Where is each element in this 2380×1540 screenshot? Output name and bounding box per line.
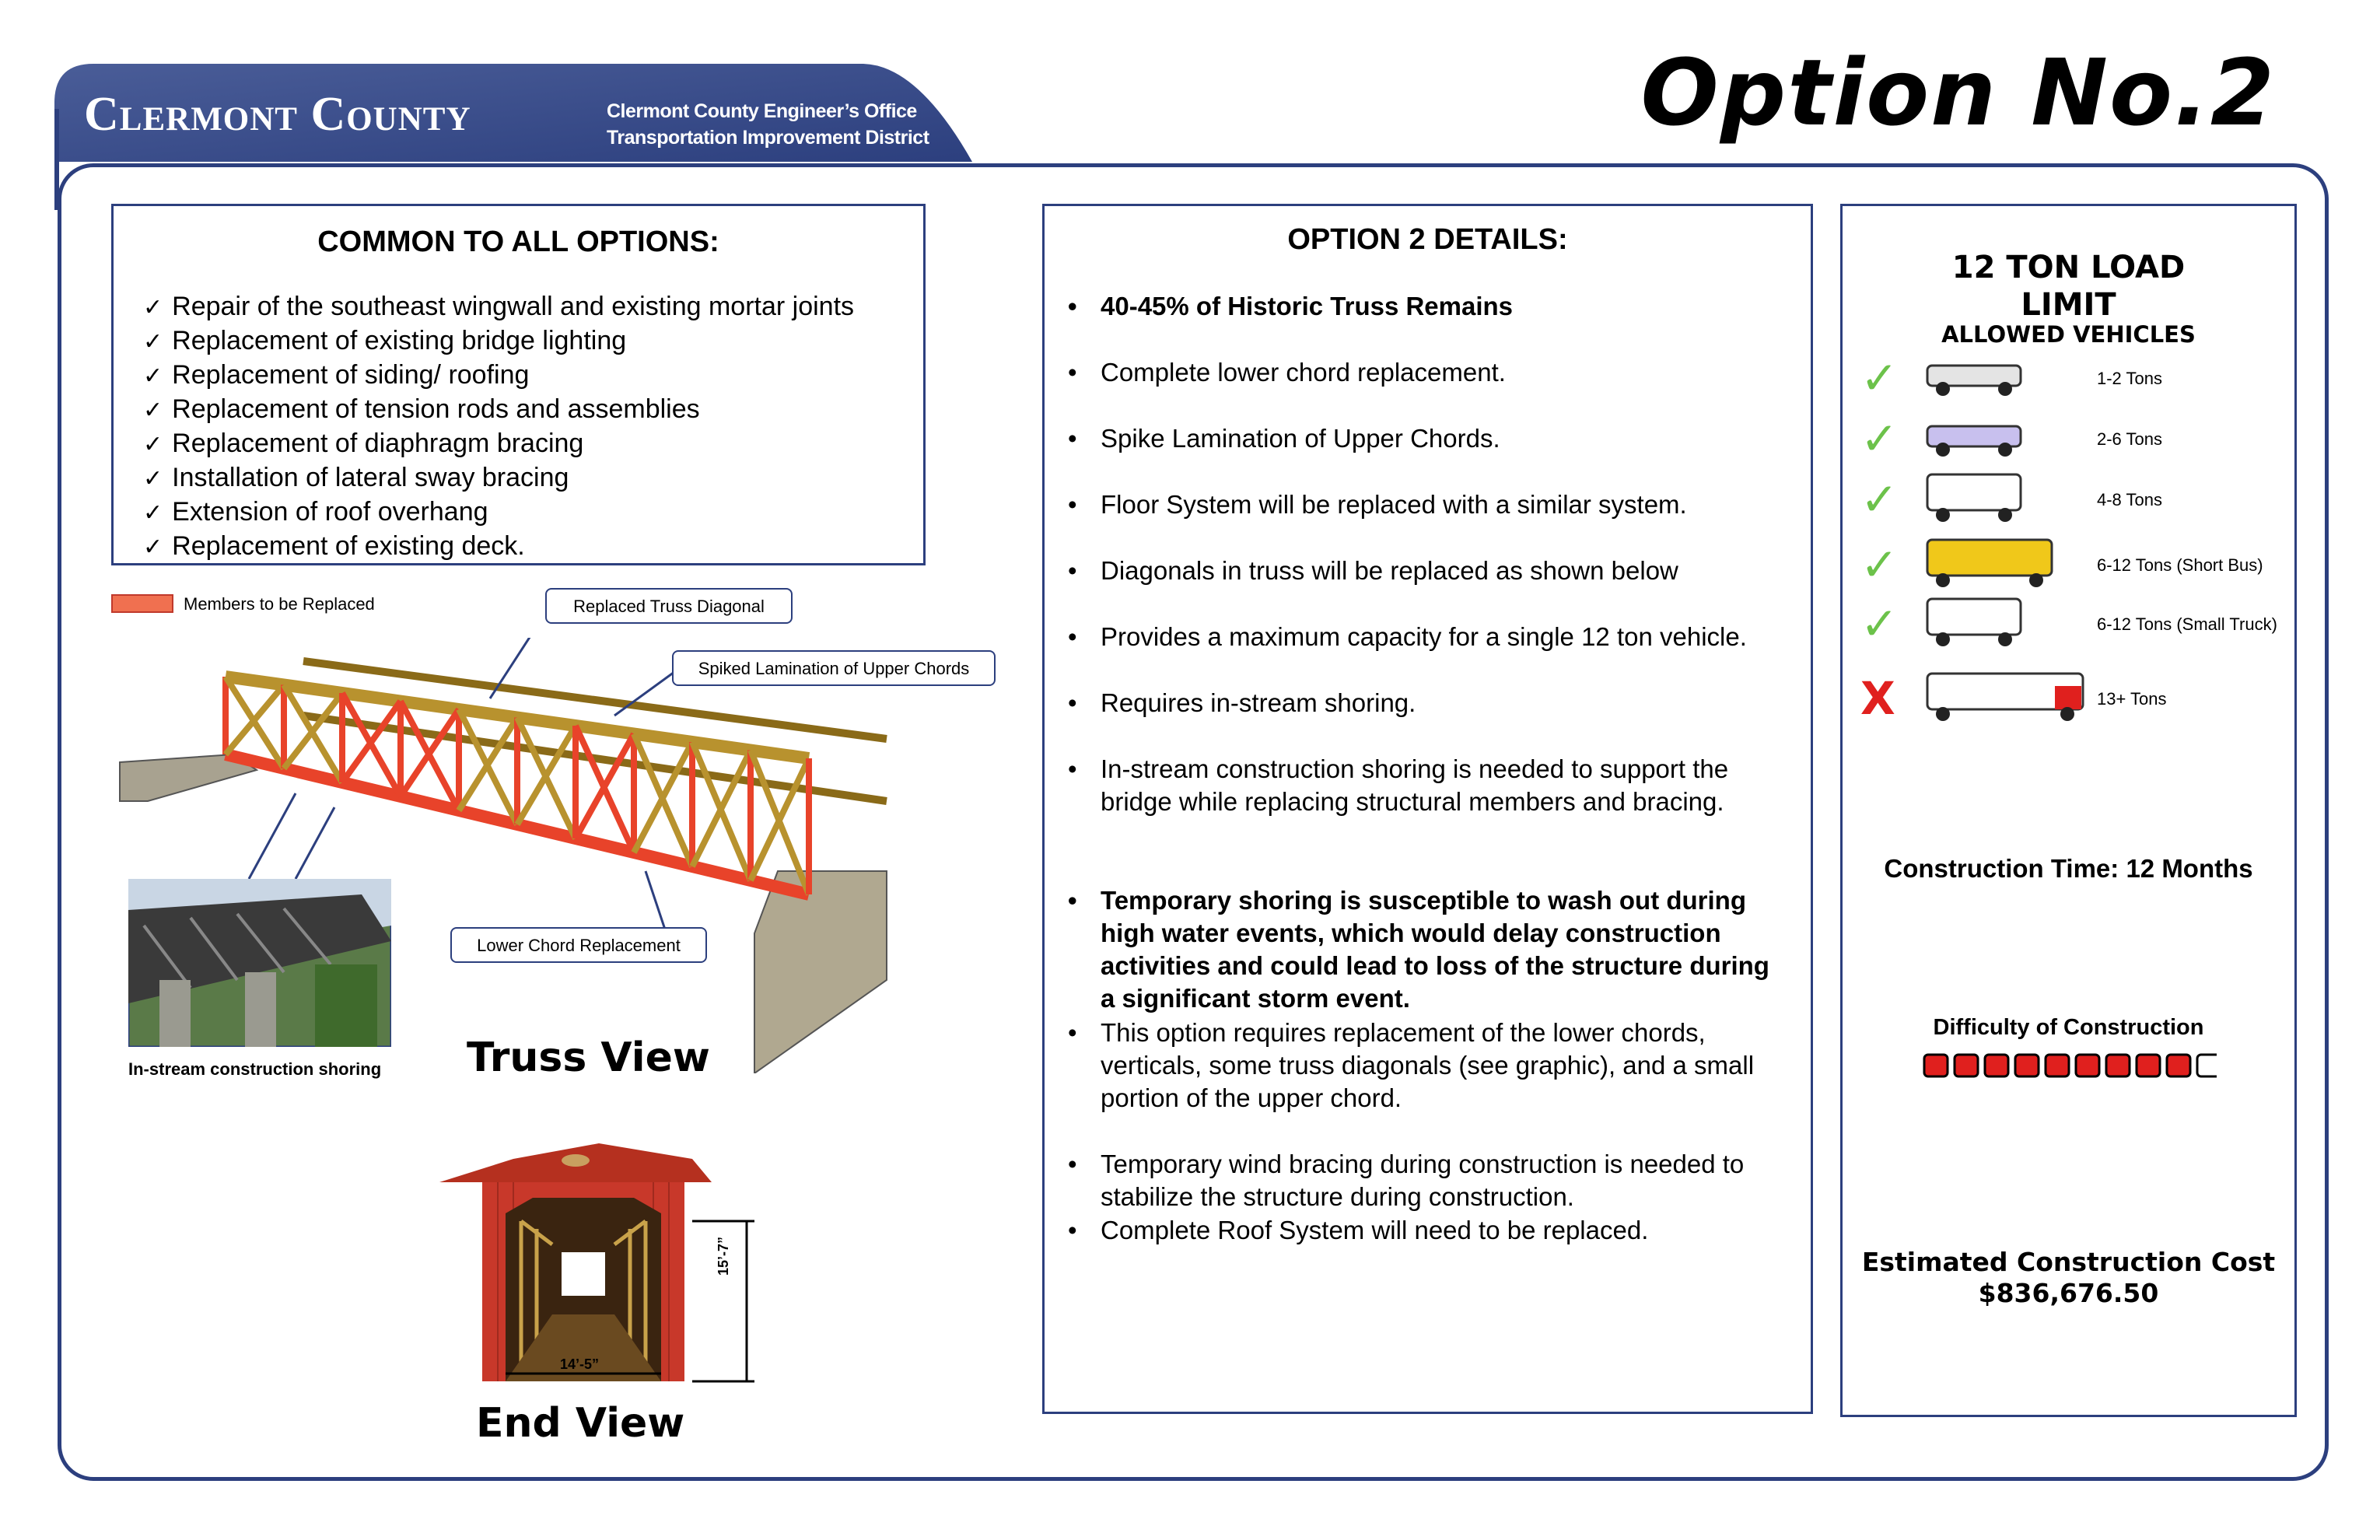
details-item-text: • Diagonals in truss will be replaced as shown below <box>1101 556 1678 585</box>
photo-caption: In-stream construction shoring <box>128 1059 382 1079</box>
details-item-text: • Complete Roof System will need to be replaced. <box>1101 1216 1649 1244</box>
office-line-2: Transportation Improvement District <box>607 127 929 149</box>
vehicle-weight-label: 6-12 Tons (Short Bus) <box>2097 555 2263 575</box>
check-icon: ✓ <box>1860 412 1899 465</box>
common-options-box <box>111 204 926 565</box>
details-item-text: • This option requires replacement of the lower chords, verticals, some truss diagonals (see graphic), and a small portion of the upper chord. <box>1101 1018 1755 1112</box>
difficulty-meter <box>1921 1052 2217 1080</box>
details-item <box>1069 555 1785 587</box>
cost-label: Estimated Construction Cost <box>1861 1247 2276 1277</box>
end-view-label: End View <box>476 1400 685 1447</box>
details-item-text: • 40-45% of Historic Truss Remains <box>1101 292 1514 320</box>
details-item-text: • Complete lower chord replacement. <box>1101 358 1506 387</box>
brand-name: Clermont County <box>84 88 471 141</box>
construction-time: Construction Time: 12 Months <box>1884 854 2253 883</box>
shoring-photo <box>128 879 391 1047</box>
dim-width: 14’-5” <box>560 1356 600 1372</box>
cost-value: $836,676.50 <box>1978 1278 2159 1308</box>
box-truck-icon <box>1924 596 2088 650</box>
load-limit-title: 12 TON LOAD LIMIT <box>1951 250 2186 323</box>
truss-view-label: Truss View <box>467 1034 710 1081</box>
common-item: ✓ Replacement of tension rods and assemblies <box>143 393 854 427</box>
check-icon: ✓ <box>1860 538 1899 591</box>
common-item: ✓ Repair of the southeast wingwall and existing mortar joints <box>143 290 854 324</box>
details-item <box>1069 1017 1785 1115</box>
details-item <box>1069 687 1785 719</box>
common-item: ✓ Replacement of diaphragm bracing <box>143 427 854 461</box>
station-wagon-icon <box>1924 350 2088 404</box>
difficulty-box-filled <box>2137 1055 2160 1076</box>
difficulty-box-filled <box>1985 1055 2008 1076</box>
details-item-text: • Temporary wind bracing during construction is needed to stabilize the structure during construction. <box>1101 1150 1745 1211</box>
option-details-box <box>1042 204 1813 1414</box>
cross-icon: X <box>1860 672 1895 725</box>
details-item <box>1069 1214 1785 1247</box>
details-item-text: • Floor System will be replaced with a similar system. <box>1101 490 1687 519</box>
difficulty-box-empty <box>2197 1055 2217 1076</box>
check-icon: ✓ <box>1860 597 1899 650</box>
semi-truck-icon <box>1924 670 2088 725</box>
details-item <box>1069 884 1785 1015</box>
check-icon: ✓ <box>1860 473 1899 526</box>
vehicle-weight-label: 4-8 Tons <box>2097 490 2162 509</box>
details-title: OPTION 2 DETAILS: <box>1287 223 1568 256</box>
allowed-vehicles-subtitle: ALLOWED VEHICLES <box>1941 321 2196 348</box>
details-item-text: • Spike Lamination of Upper Chords. <box>1101 424 1500 453</box>
callout-upper-chords: Spiked Lamination of Upper Chords <box>672 650 996 686</box>
vehicle-weight-label: 1-2 Tons <box>2097 369 2162 388</box>
common-item: ✓ Replacement of existing bridge lighting <box>143 324 854 359</box>
difficulty-box-filled <box>2076 1055 2099 1076</box>
difficulty-box-filled <box>1955 1055 1978 1076</box>
difficulty-box-filled <box>2046 1055 2069 1076</box>
common-item: ✓ Installation of lateral sway bracing <box>143 461 854 495</box>
pickup-truck-icon <box>1924 411 2088 465</box>
replaced-members-swatch <box>111 594 173 613</box>
details-item <box>1069 1148 1785 1213</box>
details-item-text: • Temporary shoring is susceptible to wash out during high water events, which would delay construction activities and could lead to loss of the structure during a significant storm event. <box>1101 886 1769 1013</box>
common-title: COMMON TO ALL OPTIONS: <box>317 226 719 258</box>
vehicle-weight-label: 6-12 Tons (Small Truck) <box>2097 614 2277 634</box>
difficulty-box-filled <box>2167 1055 2190 1076</box>
common-item: ✓ Extension of roof overhang <box>143 495 854 530</box>
details-item <box>1069 488 1785 521</box>
details-item <box>1069 356 1785 389</box>
check-icon: ✓ <box>1860 352 1899 404</box>
details-item-text: • Requires in-stream shoring. <box>1101 688 1416 717</box>
dim-height: 15’-7” <box>716 1236 731 1276</box>
ambulance-icon <box>1924 471 2088 526</box>
school-bus-icon <box>1924 537 2088 591</box>
details-item <box>1069 422 1785 455</box>
common-item: ✓ Replacement of existing deck. <box>143 530 854 564</box>
details-item-text: • In-stream construction shoring is needed to support the bridge while replacing structural members and bracing. <box>1101 754 1729 816</box>
details-item <box>1069 621 1785 653</box>
difficulty-box-filled <box>2106 1055 2130 1076</box>
details-item <box>1069 290 1785 323</box>
right-abutment <box>754 871 887 1073</box>
difficulty-label: Difficulty of Construction <box>1933 1015 2204 1040</box>
legend-label: Members to be Replaced <box>184 594 375 614</box>
estimated-cost <box>1840 1247 2297 1309</box>
difficulty-box-filled <box>2015 1055 2039 1076</box>
truss-web <box>226 677 809 894</box>
callout-replaced-diagonal: Replaced Truss Diagonal <box>545 588 793 624</box>
vehicle-weight-label: 13+ Tons <box>2097 689 2167 709</box>
office-name <box>607 98 929 151</box>
difficulty-box-filled <box>1924 1055 1948 1076</box>
common-item: ✓ Replacement of siding/ roofing <box>143 359 854 393</box>
details-item-text: • Provides a maximum capacity for a single 12 ton vehicle. <box>1101 622 1747 651</box>
callout-lower-chord: Lower Chord Replacement <box>450 927 707 963</box>
details-item <box>1069 753 1785 818</box>
office-line-1: Clermont County Engineer’s Office <box>607 100 917 122</box>
common-list <box>143 290 854 564</box>
option-title: Option No.2 <box>1640 39 2276 146</box>
vehicle-weight-label: 2-6 Tons <box>2097 429 2162 449</box>
